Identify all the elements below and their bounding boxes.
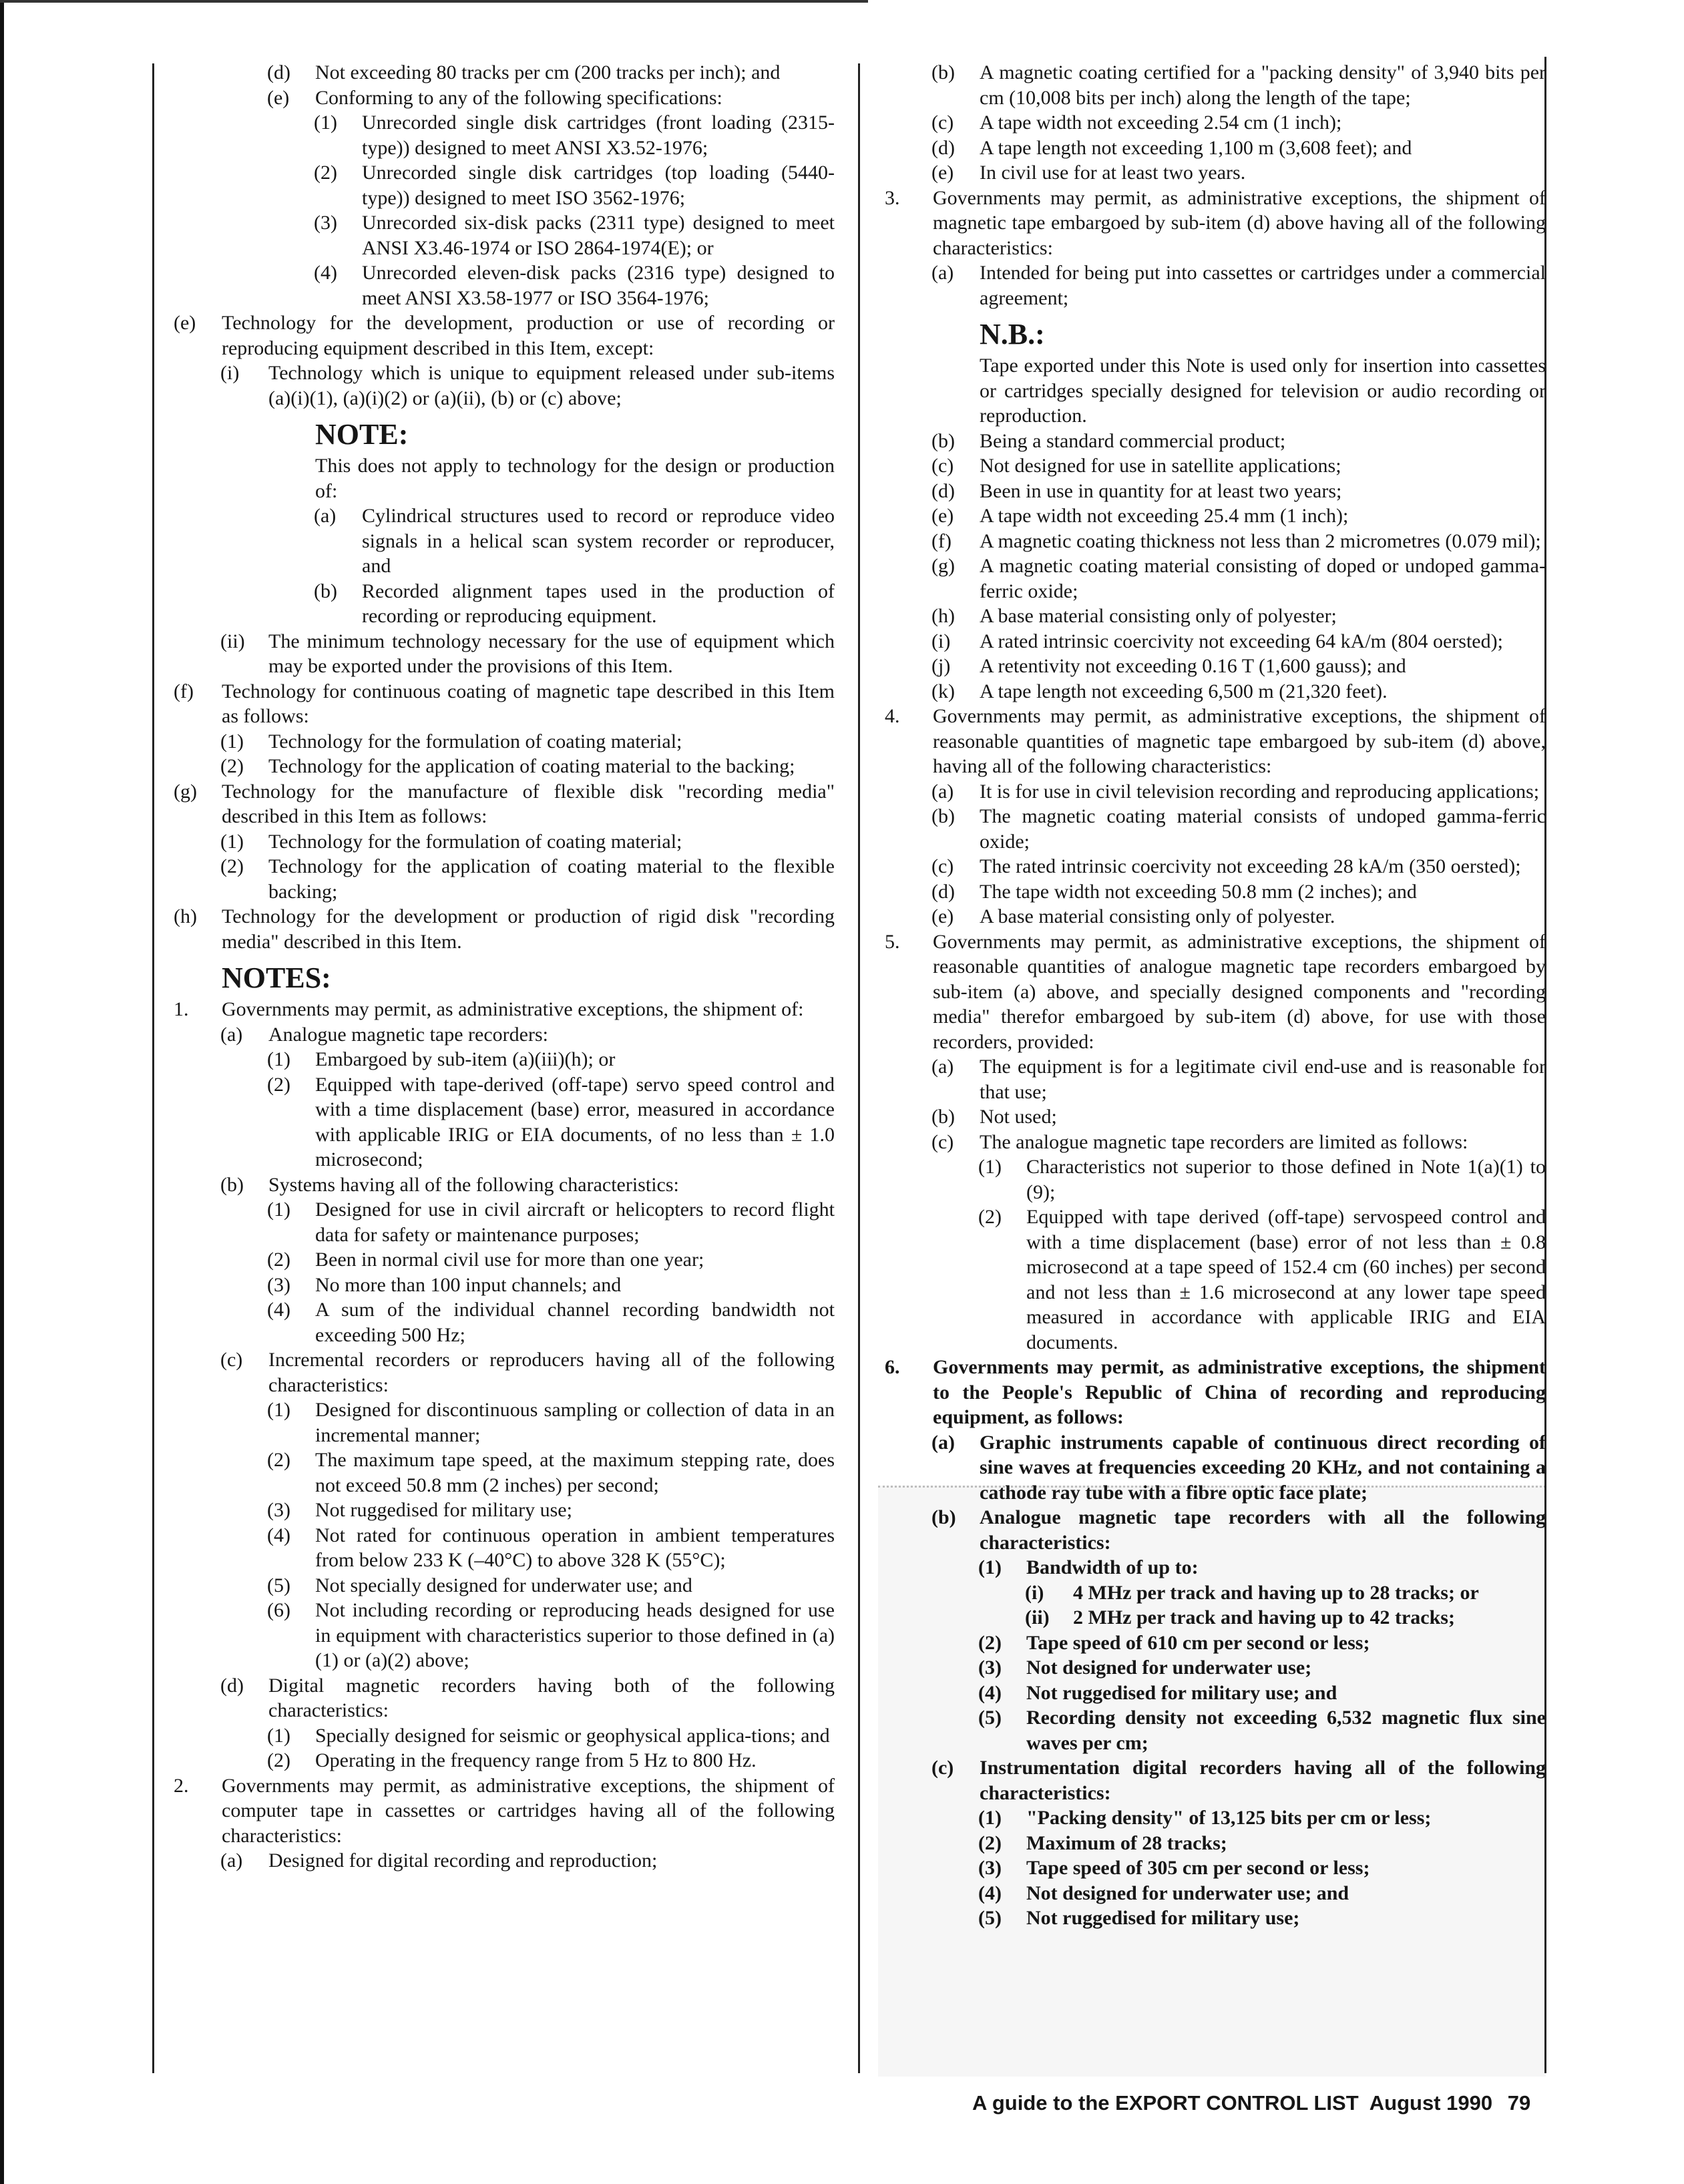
item-text: Graphic instruments capable of continuous direct recording of sine waves at frequencies exceeding 20 KHz, and not containing a cathode ray tube with a fibre optic face plate; <box>980 1431 1546 1504</box>
item-text: Technology which is unique to equipment released under sub-items (a)(i)(1), (a)(i)(2) or (a)(ii), (b) or (c) above; <box>268 362 835 409</box>
list-item <box>167 1748 835 1773</box>
list-item <box>167 754 835 779</box>
item-number: (b) <box>931 1106 955 1128</box>
item-number: (b) <box>931 1506 956 1528</box>
item-text: This does not apply to technology for the design or production of: <box>315 455 835 502</box>
list-item <box>878 1655 1546 1681</box>
item-number: (3) <box>267 1273 290 1296</box>
list-item <box>167 210 835 260</box>
list-item <box>878 554 1546 604</box>
list-item <box>878 1154 1546 1205</box>
left-margin-rule <box>152 63 154 2073</box>
item-number: (d) <box>220 1674 244 1697</box>
item-number: (g) <box>174 780 197 803</box>
item-number: (b) <box>931 805 955 827</box>
item-number: (2) <box>978 1631 1002 1654</box>
list-item <box>878 353 1546 429</box>
item-number: (g) <box>931 555 955 577</box>
item-number: (5) <box>267 1574 290 1596</box>
item-text: "Packing density" of 13,125 bits per cm or less; <box>1026 1807 1432 1829</box>
list-item <box>878 479 1546 504</box>
list-item <box>878 429 1546 454</box>
item-number: (1) <box>978 1156 1002 1178</box>
item-text: Conforming to any of the following specifications: <box>315 86 722 109</box>
item-number: (i) <box>220 362 240 384</box>
footer-guide-title: A guide to the EXPORT CONTROL LIST <box>972 2091 1359 2115</box>
item-text: A tape length not exceeding 6,500 m (21,320 feet). <box>980 680 1388 702</box>
item-text: Embargoed by sub-item (a)(iii)(h); or <box>315 1048 616 1070</box>
item-text: Unrecorded eleven-disk packs (2316 type) designed to meet ANSI X3.58-1977 or ISO 3564-1976; <box>362 262 835 309</box>
list-item <box>167 1598 835 1673</box>
item-text: Unrecorded single disk cartridges (front loading (2315-type)) designed to meet ANSI X3.52-1976; <box>362 112 835 159</box>
item-number: (a) <box>931 262 954 284</box>
list-item <box>878 1580 1546 1606</box>
list-item <box>878 1430 1546 1506</box>
item-number: (i) <box>931 630 951 652</box>
item-number: (2) <box>267 1073 290 1096</box>
item-number: 1. <box>174 998 189 1020</box>
note-heading: NOTE: <box>315 418 409 451</box>
item-text: Recorded alignment tapes used in the production of recording or reproducing equipment. <box>362 580 835 627</box>
item-number: (1) <box>267 1399 290 1421</box>
list-item <box>878 879 1546 905</box>
item-number: (d) <box>267 61 290 83</box>
item-number: (1) <box>267 1198 290 1221</box>
item-text: Technology for the formulation of coating material; <box>268 730 682 752</box>
item-text: Analogue magnetic tape recorders with all the following characteristics: <box>980 1506 1546 1554</box>
item-text: 4 MHz per track and having up to 28 tracks; or <box>1073 1581 1479 1604</box>
list-item <box>878 60 1546 110</box>
item-number: (2) <box>220 755 244 777</box>
list-item <box>878 1130 1546 1155</box>
item-text: Not specially designed for underwater use; and <box>315 1574 692 1596</box>
item-text: The minimum technology necessary for the use of equipment which may be exported under the provisions of this Item. <box>268 630 835 677</box>
item-number: (2) <box>314 162 337 184</box>
item-text: A tape width not exceeding 2.54 cm (1 inch); <box>980 112 1342 134</box>
list-item <box>167 453 835 503</box>
list-item <box>167 1297 835 1347</box>
list-item <box>167 1848 835 1874</box>
item-number: (d) <box>931 880 955 903</box>
list-item <box>167 85 835 111</box>
item-text: Not rated for continuous operation in ambient temperatures from below 233 K (–40°C) to above 328 K (55°C); <box>315 1524 835 1571</box>
item-text: Bandwidth of up to: <box>1026 1556 1199 1578</box>
item-number: (1) <box>314 112 337 134</box>
item-number: (h) <box>931 605 955 627</box>
list-item <box>167 361 835 411</box>
item-number: (c) <box>931 455 954 477</box>
list-item <box>167 779 835 829</box>
item-text: Designed for discontinuous sampling or collection of data in an incremental manner; <box>315 1399 835 1446</box>
item-text: Been in normal civil use for more than one year; <box>315 1249 704 1271</box>
item-text: Tape speed of 610 cm per second or less; <box>1026 1631 1370 1654</box>
list-item <box>878 1805 1546 1831</box>
item-text: Not designed for underwater use; <box>1026 1657 1312 1679</box>
item-text: Characteristics not superior to those defined in Note 1(a)(1) to (9); <box>1026 1156 1546 1203</box>
list-item <box>878 1831 1546 1856</box>
item-text: The rated intrinsic coercivity not exceeding 28 kA/m (350 oersted); <box>980 855 1521 877</box>
list-item <box>167 1573 835 1598</box>
item-number: (6) <box>267 1599 290 1621</box>
list-item <box>878 529 1546 554</box>
list-item <box>878 136 1546 161</box>
item-text: A magnetic coating material consisting of doped or undoped gamma-ferric oxide; <box>980 555 1546 602</box>
item-number: (c) <box>931 1757 954 1779</box>
item-number: (2) <box>267 1249 290 1271</box>
item-text: Technology for the formulation of coating material; <box>268 830 682 853</box>
item-text: In civil use for at least two years. <box>980 162 1246 184</box>
list-item <box>878 904 1546 929</box>
item-number: (2) <box>267 1749 290 1771</box>
item-text: Governments may permit, as administrative exceptions, the shipment of: <box>222 998 804 1020</box>
item-text: Been in use in quantity for at least two years; <box>980 479 1342 502</box>
list-item <box>167 1273 835 1298</box>
list-item <box>167 904 835 954</box>
list-item <box>167 1247 835 1273</box>
item-number: (3) <box>314 212 337 234</box>
item-text: Tape speed of 305 cm per second or less; <box>1026 1857 1370 1879</box>
item-number: (a) <box>931 1056 954 1078</box>
item-text: Unrecorded six-disk packs (2311 type) designed to meet ANSI X3.46-1974 or ISO 2864-1974(E); or <box>362 212 835 259</box>
item-number: (1) <box>978 1556 1002 1578</box>
item-text: Technology for the development, production or use of recording or reproducing equipment described in this Item, except: <box>222 312 835 359</box>
item-text: A sum of the individual channel recording bandwidth not exceeding 500 Hz; <box>315 1299 835 1346</box>
list-item <box>878 604 1546 629</box>
list-item <box>878 160 1546 186</box>
item-number: (3) <box>978 1857 1002 1879</box>
item-number: (5) <box>978 1707 1002 1729</box>
item-text: Governments may permit, as administrative exceptions, the shipment of reasonable quantities of analogue magnetic tape recorders embargoed by sub-item (a) above, and specially designed components and "recording media" therefor embargoed by sub-item (d) above, for use with those recorders, provided: <box>933 930 1546 1053</box>
item-number: (2) <box>978 1206 1002 1228</box>
item-text: 2 MHz per track and having up to 42 tracks; <box>1073 1606 1455 1628</box>
item-number: (h) <box>174 905 197 927</box>
item-text: Equipped with tape-derived (off-tape) servo speed control and with a time displacement (base) error, measured in accordance with applicable IRIG or EIA documents, of no less than ± 1.0 microsecond; <box>315 1073 835 1170</box>
item-text: Specially designed for seismic or geophysical applica-tions; and <box>315 1724 830 1747</box>
list-item <box>878 1906 1546 1931</box>
item-number: (1) <box>220 830 244 853</box>
item-text: Instrumentation digital recorders having all of the following characteristics: <box>980 1757 1546 1804</box>
item-number: (4) <box>978 1882 1002 1904</box>
item-text: Maximum of 28 tracks; <box>1026 1831 1227 1854</box>
list-item <box>167 1072 835 1172</box>
item-text: Governments may permit, as administrative exceptions, the shipment of reasonable quantities of magnetic tape embargoed by sub-item (d) above, having all of the following characteristics: <box>933 705 1546 777</box>
item-text: Digital magnetic recorders having both of the following characteristics: <box>268 1674 835 1721</box>
item-number: (a) <box>220 1849 243 1872</box>
list-item <box>167 829 835 855</box>
list-item <box>878 503 1546 529</box>
list-item <box>167 997 835 1022</box>
list-item <box>878 779 1546 805</box>
list-item <box>167 629 835 679</box>
list-item <box>167 1047 835 1072</box>
item-number: (e) <box>267 86 290 109</box>
list-item <box>878 1705 1546 1755</box>
item-number: 4. <box>885 705 900 727</box>
item-number: (b) <box>931 61 955 83</box>
item-text: Unrecorded single disk cartridges (top loading (5440-type)) designed to meet ISO 3562-1976; <box>362 162 835 209</box>
item-number: (2) <box>267 1449 290 1471</box>
item-text: The analogue magnetic tape recorders are limited as follows: <box>980 1130 1468 1153</box>
item-text: Technology for the manufacture of flexible disk "recording media" described in this Item as follows: <box>222 780 835 827</box>
list-item <box>167 854 835 904</box>
list-item <box>878 1881 1546 1906</box>
item-number: 3. <box>885 186 900 209</box>
item-number: (d) <box>931 479 955 502</box>
item-text: Equipped with tape derived (off-tape) servospeed control and with a time displacement (base) error of not less than ± 0.8 microsecond at a tape speed of 152.4 cm (60 inches) per second and not less than ± 1.6 microsecond at any lower tape speed measured in accordance with applicable IRIG and EIA documents. <box>1026 1206 1546 1353</box>
item-number: (4) <box>314 262 337 284</box>
item-number: (ii) <box>220 630 245 652</box>
item-number: 6. <box>885 1356 900 1378</box>
list-item <box>878 186 1546 261</box>
list-item <box>878 1681 1546 1706</box>
item-text: Technology for the application of coating material to the backing; <box>268 755 795 777</box>
list-item <box>878 1605 1546 1630</box>
left-text-column <box>167 60 835 1874</box>
item-number: (j) <box>931 655 951 677</box>
list-item <box>878 654 1546 679</box>
page-number: 79 <box>1507 2091 1531 2115</box>
item-number: (4) <box>267 1299 290 1321</box>
list-item <box>878 1054 1546 1104</box>
item-text: Not including recording or reproducing heads designed for use in equipment with characteristics superior to those defined in (a)(1) or (a)(2) above; <box>315 1599 835 1671</box>
footer-date: August 1990 <box>1369 2091 1493 2115</box>
item-text: Designed for use in civil aircraft or helicopters to record flight data for safety or maintenance purposes; <box>315 1198 835 1246</box>
list-item <box>167 1523 835 1573</box>
item-number: (e) <box>931 162 954 184</box>
item-text: Cylindrical structures used to record or reproduce video signals in a helical scan system recorder or reproducer, and <box>362 505 835 577</box>
item-text: Operating in the frequency range from 5 Hz to 800 Hz. <box>315 1749 757 1771</box>
item-text: Incremental recorders or reproducers having all of the following characteristics: <box>268 1349 835 1396</box>
item-number: (2) <box>220 855 244 877</box>
item-number: (k) <box>931 680 955 702</box>
item-text: Recording density not exceeding 6,532 magnetic flux sine waves per cm; <box>1026 1707 1546 1754</box>
item-text: Tape exported under this Note is used only for insertion into cassettes or cartridges specially designed for television or audio recording or reproduction. <box>980 355 1546 427</box>
list-item <box>167 579 835 629</box>
item-text: Governments may permit, as administrative exceptions, the shipment to the People's Republic of China of recording and reproducing equipment, as follows: <box>933 1356 1546 1428</box>
item-number: (1) <box>978 1807 1002 1829</box>
note-heading: NOTES: <box>222 961 331 994</box>
item-text: A base material consisting only of polyester; <box>980 605 1337 627</box>
list-item <box>167 1723 835 1749</box>
item-text: Not ruggedised for military use; <box>1026 1907 1300 1929</box>
item-number: (a) <box>931 780 954 803</box>
item-number: (a) <box>220 1023 243 1046</box>
list-item <box>878 260 1546 310</box>
item-number: (4) <box>267 1524 290 1546</box>
item-text: Technology for the development or production of rigid disk "recording media" described in this Item. <box>222 905 835 953</box>
page-footer <box>972 2091 1530 2115</box>
item-text: Systems having all of the following characteristics: <box>268 1173 679 1196</box>
list-item <box>878 704 1546 779</box>
list-item <box>167 1448 835 1498</box>
item-text: Intended for being put into cassettes or cartridges under a commercial agreement; <box>980 262 1546 309</box>
list-item <box>878 1555 1546 1580</box>
item-number: (b) <box>220 1173 244 1196</box>
item-text: Not designed for use in satellite applications; <box>980 455 1341 477</box>
item-number: (1) <box>220 730 244 752</box>
item-text: It is for use in civil television recording and reproducing applications; <box>980 780 1540 803</box>
list-item <box>878 453 1546 479</box>
item-number: (1) <box>267 1048 290 1070</box>
item-number: (f) <box>931 529 952 552</box>
note-heading: N.B.: <box>980 318 1045 351</box>
item-text: A rated intrinsic coercivity not exceeding 64 kA/m (804 oersted); <box>980 630 1503 652</box>
item-text: Being a standard commercial product; <box>980 429 1286 452</box>
list-item <box>878 1505 1546 1555</box>
item-number: (e) <box>174 312 196 334</box>
list-item <box>167 60 835 85</box>
list-item <box>878 804 1546 854</box>
item-text: The tape width not exceeding 50.8 mm (2 inches); and <box>980 880 1417 903</box>
list-item <box>878 1205 1546 1355</box>
item-number: 5. <box>885 930 900 953</box>
item-text: No more than 100 input channels; and <box>315 1273 622 1296</box>
item-text: Technology for continuous coating of magnetic tape described in this Item as follows: <box>222 680 835 727</box>
item-text: The magnetic coating material consists of undoped gamma-ferric oxide; <box>980 805 1546 853</box>
list-item <box>878 679 1546 704</box>
item-number: 2. <box>174 1774 189 1797</box>
list-item <box>167 1498 835 1523</box>
list-item <box>878 629 1546 654</box>
list-item <box>878 1755 1546 1805</box>
item-text: A retentivity not exceeding 0.16 T (1,600 gauss); and <box>980 655 1406 677</box>
list-item <box>167 160 835 210</box>
item-text: Analogue magnetic tape recorders: <box>268 1023 548 1046</box>
list-item <box>878 854 1546 879</box>
list-item <box>167 1022 835 1048</box>
list-item <box>878 1630 1546 1656</box>
list-item <box>167 679 835 729</box>
item-text: Not ruggedised for military use; <box>315 1499 572 1521</box>
item-number: (c) <box>931 112 954 134</box>
item-number: (f) <box>174 680 194 702</box>
item-text: The maximum tape speed, at the maximum stepping rate, does not exceed 50.8 mm (2 inches) per second; <box>315 1449 835 1496</box>
item-text: Governments may permit, as administrative exceptions, the shipment of computer tape in cassettes or cartridges having all of the following characteristics: <box>222 1774 835 1847</box>
item-text: A magnetic coating certified for a "packing density" of 3,940 bits per cm (10,008 bits per inch) along the length of the tape; <box>980 61 1546 109</box>
list-item <box>878 110 1546 136</box>
item-number: (2) <box>978 1831 1002 1854</box>
item-number: (4) <box>978 1681 1002 1704</box>
scan-border <box>0 0 4 2184</box>
item-text: A base material consisting only of polyester. <box>980 905 1335 927</box>
list-item <box>167 1673 835 1723</box>
list-item <box>878 1855 1546 1881</box>
item-number: (c) <box>220 1349 243 1371</box>
item-text: A tape length not exceeding 1,100 m (3,608 feet); and <box>980 136 1412 159</box>
item-number: (a) <box>931 1431 955 1454</box>
list-item <box>167 1172 835 1198</box>
item-number: (e) <box>931 905 954 927</box>
item-number: (c) <box>931 855 954 877</box>
item-text: Technology for the application of coating material to the flexible backing; <box>268 855 835 903</box>
list-item <box>878 929 1546 1055</box>
list-item <box>878 1355 1546 1430</box>
item-number: (b) <box>314 580 337 602</box>
item-number: (3) <box>978 1657 1002 1679</box>
item-text: Designed for digital recording and reproduction; <box>268 1849 658 1872</box>
list-item <box>167 1397 835 1448</box>
list-item <box>167 260 835 310</box>
list-item <box>167 503 835 579</box>
item-number: (d) <box>931 136 955 159</box>
item-number: (b) <box>931 429 955 452</box>
item-text: Governments may permit, as administrative exceptions, the shipment of magnetic tape embargoed by sub-item (d) above having all of the following characteristics: <box>933 186 1546 259</box>
item-number: (i) <box>1025 1581 1044 1604</box>
item-number: (1) <box>267 1724 290 1747</box>
item-text: Not designed for underwater use; and <box>1026 1882 1349 1904</box>
list-item <box>167 1347 835 1397</box>
list-item <box>167 1197 835 1247</box>
list-item <box>167 110 835 160</box>
item-text: A magnetic coating thickness not less than 2 micrometres (0.079 mil); <box>980 529 1541 552</box>
column-divider-rule <box>858 63 860 2073</box>
list-item <box>167 729 835 754</box>
item-number: (ii) <box>1025 1606 1050 1628</box>
item-number: (3) <box>267 1499 290 1521</box>
item-text: The equipment is for a legitimate civil end-use and is reasonable for that use; <box>980 1056 1546 1103</box>
item-number: (a) <box>314 505 337 527</box>
item-number: (5) <box>978 1907 1002 1929</box>
item-text: Not ruggedised for military use; and <box>1026 1681 1337 1704</box>
list-item <box>167 1773 835 1849</box>
item-text: Not used; <box>980 1106 1057 1128</box>
item-number: (e) <box>931 505 954 527</box>
list-item <box>878 1104 1546 1130</box>
scan-border <box>0 0 868 3</box>
list-item <box>167 310 835 361</box>
item-text: A tape width not exceeding 25.4 mm (1 inch); <box>980 505 1349 527</box>
item-number: (c) <box>931 1130 954 1153</box>
item-text: Not exceeding 80 tracks per cm (200 tracks per inch); and <box>315 61 781 83</box>
right-text-column <box>878 60 1546 1931</box>
